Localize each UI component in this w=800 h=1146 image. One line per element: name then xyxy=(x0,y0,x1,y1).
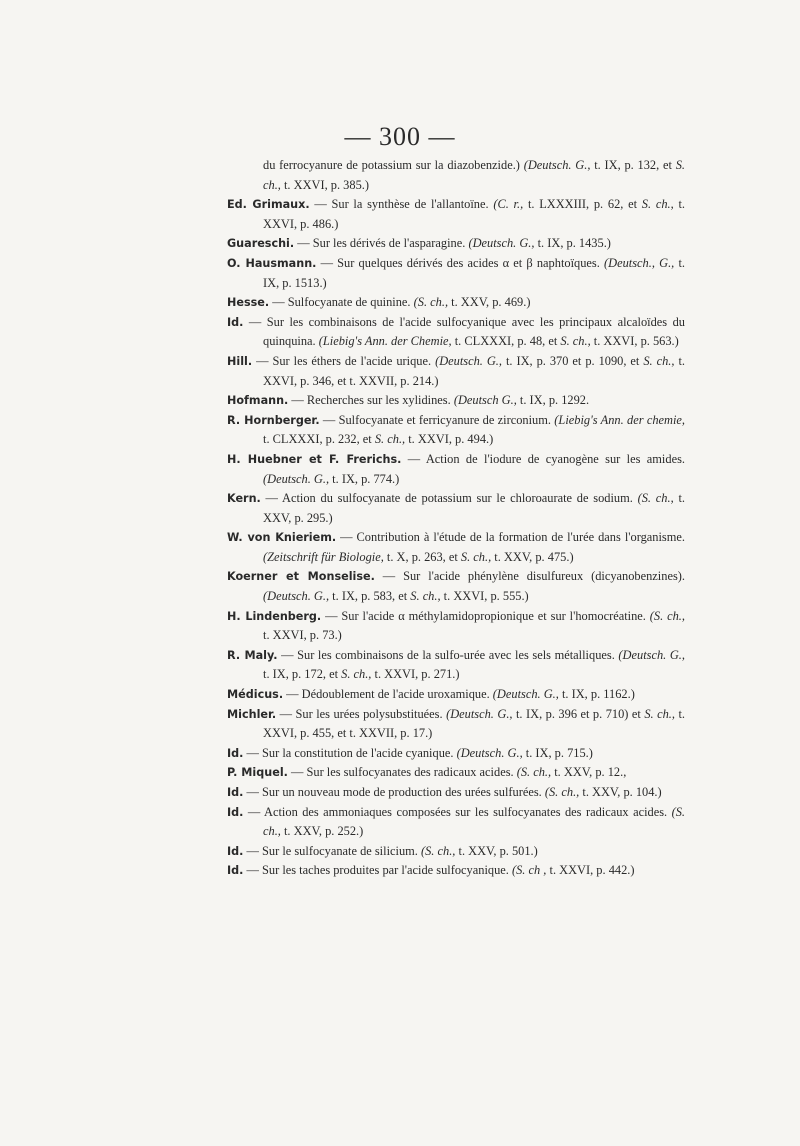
entry-citation: t. XXVI, p. 73.) xyxy=(263,628,342,643)
entry-citation: t. IX, p. 583, et xyxy=(329,589,411,604)
entry-reference: (Deutsch. G., xyxy=(523,158,591,172)
bibliography-entry xyxy=(227,685,685,705)
entry-citation-2: t. XXV, p. 475.) xyxy=(491,549,574,564)
entry-reference: (Deutsch. G., xyxy=(456,745,523,760)
bibliography-entry xyxy=(227,411,685,450)
bibliography-entry xyxy=(227,842,685,862)
entry-title: — Sur les urées polysubstituées. xyxy=(276,706,447,721)
entry-author: Id. xyxy=(227,786,244,799)
entry-author: Hill. xyxy=(227,354,253,368)
entry-citation: t. IX, p. 1435.) xyxy=(534,236,611,251)
bibliography-entry xyxy=(227,783,685,803)
entry-title: — Contribution à l'étude de la formation de l'urée dans l'organisme. xyxy=(336,530,685,545)
entry-title: — Sur les combinaisons de la sulfo-urée avec les sels métalliques. xyxy=(277,647,619,662)
entry-citation-2: t. XXVI, p. 455, et t. XXVII, p. 17.) xyxy=(263,706,686,741)
entry-author: Id. xyxy=(227,315,244,329)
entry-citation: t. IX, p. 370 et p. 1090, et xyxy=(502,353,644,368)
entry-citation-2: t. XXVI, p. 494.) xyxy=(405,432,494,447)
entry-author: R. Hornberger. xyxy=(227,413,320,427)
entry-author: Kern. xyxy=(227,492,261,506)
entry-author: H. Huebner et F. Frerichs. xyxy=(227,452,402,466)
entry-reference: (S. ch., xyxy=(637,491,674,506)
entry-author: O. Hausmann. xyxy=(227,256,317,270)
entry-reference-2: S. ch., xyxy=(374,432,406,447)
entry-reference: (Liebig's Ann. der Chemie, xyxy=(318,334,452,349)
entry-reference: (S. ch., xyxy=(263,804,685,839)
entry-reference-2: S. ch., xyxy=(460,549,492,564)
entry-citation: t. IX, p. 1513.) xyxy=(263,255,685,290)
entry-title: — Sur les dérivés de l'asparagine. xyxy=(294,236,469,251)
entry-author: Id. xyxy=(227,864,244,878)
entry-citation-2: t. XXVI, p. 271.) xyxy=(371,667,460,682)
entry-reference: (Deutsch. G., xyxy=(468,236,535,251)
bibliography-entry xyxy=(227,352,685,391)
entry-author: Médicus. xyxy=(227,688,284,702)
entry-reference: (Deutsch. G., xyxy=(263,589,330,604)
entry-reference-2: S. ch., xyxy=(410,589,441,604)
entry-citation: t. X, p. 263, et xyxy=(383,549,461,564)
entry-author: H. Lindenberg. xyxy=(227,609,322,623)
page-number: — 300 — xyxy=(344,122,456,151)
entry-author: Id. xyxy=(227,746,244,760)
entry-reference-2: S. ch., xyxy=(641,197,674,212)
entry-citation: t. XXV, p. 252.) xyxy=(280,824,364,839)
entry-author: Hofmann. xyxy=(227,394,289,408)
entry-citation: t. XXV, p. 12., xyxy=(551,765,627,780)
bibliography-list xyxy=(227,156,685,881)
bibliography-entry xyxy=(227,567,685,606)
entry-author: Ed. Grimaux. xyxy=(227,198,310,212)
bibliography-entry xyxy=(227,528,685,567)
entry-author: R. Maly. xyxy=(227,648,278,662)
entry-citation-2: t. XXVI, p. 346, et t. XXVII, p. 214.) xyxy=(263,353,686,388)
entry-author: Id. xyxy=(227,805,244,819)
entry-title: — Action de l'iodure de cyanogène sur les amides. xyxy=(401,451,685,466)
entry-reference: (Deutsch. G., xyxy=(492,687,559,702)
entry-title: — Recherches sur les xylidines. xyxy=(288,393,454,408)
entry-title: — Sur un nouveau mode de production des urées sulfurées. xyxy=(243,785,545,799)
entry-title: — Dédoublement de l'acide uroxamique. xyxy=(283,687,493,702)
entry-reference: (Deutsch. G., xyxy=(446,706,513,721)
entry-reference-2: S. ch., xyxy=(263,158,685,192)
entry-citation: t. XXV, p. 501.) xyxy=(455,843,538,858)
entry-citation: t. IX, p. 172, et xyxy=(263,667,342,682)
bibliography-entry xyxy=(227,391,685,411)
entry-citation: t. IX, p. 132, et xyxy=(590,158,676,172)
entry-reference: (Zeitschrift für Biologie, xyxy=(263,549,384,564)
entry-author: Hesse. xyxy=(227,296,270,310)
entry-reference: (Deutsch., G., xyxy=(604,255,675,270)
entry-citation: t. XXV, p. 104.) xyxy=(579,785,662,799)
entry-reference-2: S. ch., xyxy=(341,667,372,682)
entry-citation: t. XXV, p. 469.) xyxy=(448,295,531,310)
bibliography-entry xyxy=(227,705,685,744)
entry-author: Koerner et Monselise. xyxy=(227,570,375,584)
entry-citation: t. IX, p. 715.) xyxy=(522,745,593,760)
entry-author: W. von Knieriem. xyxy=(227,531,337,545)
entry-author: Guareschi. xyxy=(227,237,295,251)
entry-reference: (Deutsch G., xyxy=(453,393,517,408)
bibliography-entry xyxy=(227,607,685,646)
bibliography-entry xyxy=(227,313,685,352)
entry-title: — Sur les sulfocyanates des radicaux acides. xyxy=(287,765,517,780)
entry-title: — Action des ammoniaques composées sur les sulfocyanates des radicaux acides. xyxy=(243,804,672,819)
entry-citation: t. IX, p. 1162.) xyxy=(558,687,635,702)
bibliography-entry xyxy=(227,156,685,195)
entry-citation: t. CLXXXI, p. 232, et xyxy=(263,432,375,447)
entry-reference: (S. ch., xyxy=(544,785,580,799)
entry-reference: (Deutsch. G., xyxy=(435,353,502,368)
entry-citation-2: t. XXVI, p. 563.) xyxy=(590,334,679,349)
entry-title: — Sur les combinaisons de l'acide sulfocyanique avec les principaux alcaloïdes du quinquina. xyxy=(243,314,685,349)
entry-reference-2: S. ch., xyxy=(560,334,591,349)
bibliography-entry xyxy=(227,195,685,234)
entry-citation: t. XXVI, p. 442.) xyxy=(546,863,635,878)
entry-reference: (S. ch., xyxy=(420,843,456,858)
entry-title: — Sur les taches produites par l'acide sulfocyanique. xyxy=(243,863,512,878)
entry-citation: t. IX, p. 396 et p. 710) et xyxy=(512,706,645,721)
entry-reference: (C. r., xyxy=(493,197,524,212)
entry-author: Michler. xyxy=(227,707,277,721)
bibliography-entry xyxy=(227,254,685,293)
entry-citation: t. XXV, p. 295.) xyxy=(263,491,685,525)
bibliography-entry xyxy=(227,234,685,254)
entry-title: du ferrocyanure de potassium sur la diazobenzide.) xyxy=(263,158,524,172)
entry-reference: (S. ch., xyxy=(413,295,449,310)
entry-title: — Sur le sulfocyanate de silicium. xyxy=(243,843,421,858)
bibliography-entry xyxy=(227,450,685,489)
entry-reference: (S. ch., xyxy=(649,608,685,623)
entry-citation-2: t. XXVI, p. 385.) xyxy=(280,177,369,192)
bibliography-entry xyxy=(227,293,685,313)
entry-reference: (Deutsch. G., xyxy=(618,647,685,662)
entry-title: — Action du sulfocyanate de potassium sur le chloroaurate de sodium. xyxy=(260,491,638,506)
entry-reference: (Liebig's Ann. der chemie, xyxy=(554,412,685,427)
entry-reference: (Deutsch. G., xyxy=(263,471,330,486)
entry-title: — Sulfocyanate et ferricyanure de zirconium. xyxy=(319,412,555,427)
entry-reference-2: S. ch., xyxy=(644,706,675,721)
bibliography-entry xyxy=(227,646,685,685)
entry-title: — Sur l'acide α méthylamidopropionique et sur l'homocréatine. xyxy=(321,608,650,623)
entry-title: — Sulfocyanate de quinine. xyxy=(269,295,414,310)
entry-reference: (S. ch , xyxy=(511,863,547,878)
entry-citation: t. LXXXIII, p. 62, et xyxy=(523,197,642,212)
bibliography-entry xyxy=(227,489,685,528)
bibliography-entry xyxy=(227,763,685,783)
entry-title: — Sur la synthèse de l'allantoïne. xyxy=(309,197,494,212)
entry-reference: (S. ch., xyxy=(516,765,552,780)
entry-author: P. Miquel. xyxy=(227,766,288,780)
bibliography-entry xyxy=(227,803,685,842)
entry-citation: t. CLXXXI, p. 48, et xyxy=(451,334,561,349)
entry-citation-2: t. XXVI, p. 555.) xyxy=(440,589,529,604)
entry-citation: t. IX, p. 774.) xyxy=(329,471,400,486)
entry-citation: t. IX, p. 1292. xyxy=(516,393,590,408)
entry-title: — Sur la constitution de l'acide cyanique. xyxy=(243,745,457,760)
entry-title: — Sur quelques dérivés des acides α et β naphtoïques. xyxy=(316,255,605,270)
entry-reference-2: S. ch., xyxy=(643,353,675,368)
bibliography-entry xyxy=(227,744,685,764)
entry-title: — Sur l'acide phénylène disulfureux (dicyanobenzines). xyxy=(374,569,685,584)
entry-citation-2: t. XXVI, p. 486.) xyxy=(263,197,685,231)
entry-title: — Sur les éthers de l'acide urique. xyxy=(252,353,436,368)
bibliography-entry xyxy=(227,861,685,881)
entry-author: Id. xyxy=(227,844,244,858)
